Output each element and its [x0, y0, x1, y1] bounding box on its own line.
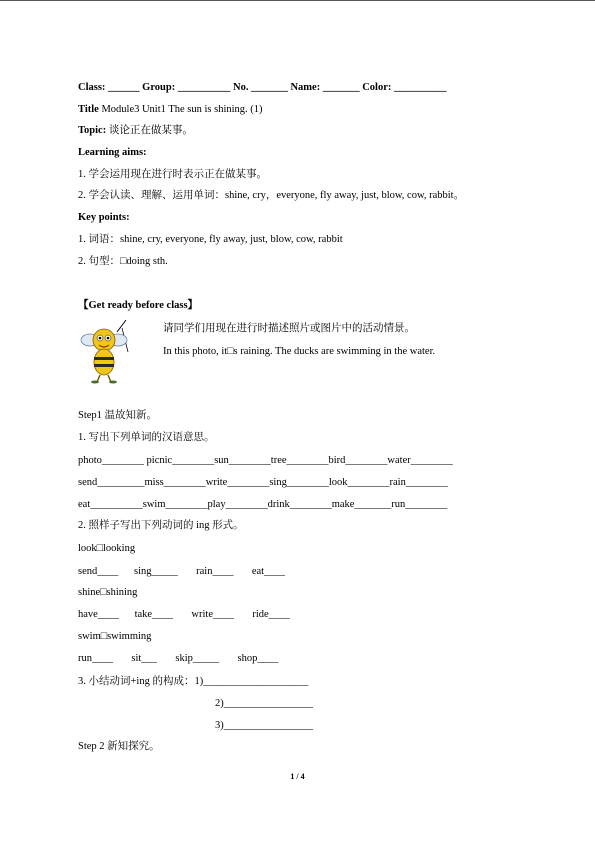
no-blank[interactable]: _______	[251, 82, 288, 93]
topic-text: 谈论正在做某事。	[108, 125, 193, 136]
topic-line	[78, 124, 193, 138]
class-blank[interactable]: ______	[108, 82, 140, 93]
key-point-2: 2. 句型：□doing sth.	[78, 256, 168, 267]
no-label: No.	[233, 82, 249, 93]
student-info-line	[78, 81, 447, 95]
ing-blank-row-3[interactable]: run____ sit___ skip_____ shop____	[78, 653, 279, 664]
class-label: Class:	[78, 82, 106, 93]
summary-blank-2[interactable]: 2)_________________	[215, 698, 313, 709]
word-blank-row-2[interactable]: send_________miss________write________sing________look________rain________	[78, 477, 448, 488]
key-point-1: 1. 词语：shine, cry, everyone, fly away, just, blow, cow, rabbit	[78, 234, 343, 245]
page-number: 1 / 4	[290, 772, 305, 781]
ing-example-3: swim□swimming	[78, 631, 152, 642]
learning-aim-1: 1. 学会运用现在进行时表示正在做某事。	[78, 169, 267, 180]
get-ready-instruction: 请同学们用现在进行时描述照片或图片中的活动情景。	[163, 323, 415, 334]
get-ready-heading: 【Get ready before class】	[78, 300, 199, 311]
color-label: Color:	[362, 82, 392, 93]
name-label: Name:	[290, 82, 321, 93]
header-rule	[0, 0, 595, 1]
title-label: Title	[78, 104, 99, 115]
topic-label: Topic:	[78, 125, 107, 136]
summary-blank-3[interactable]: 3)_________________	[215, 720, 313, 731]
bee-icon	[80, 318, 130, 384]
title-text: Module3 Unit1 The sun is shining. (1)	[101, 104, 263, 115]
word-blank-row-1[interactable]: photo________ picnic________sun________tree________bird________water________	[78, 455, 453, 466]
color-blank[interactable]: __________	[394, 82, 447, 93]
learning-aim-2: 2. 学会认读、理解、运用单词：shine, cry，everyone, fly away, just, blow, cow, rabbit。	[78, 190, 465, 201]
ing-blank-row-1[interactable]: send____ sing_____ rain____ eat____	[78, 566, 286, 577]
word-blank-row-3[interactable]: eat__________swim________play________drink________make_______run________	[78, 499, 448, 510]
step2-heading: Step 2 新知探究。	[78, 741, 160, 752]
learning-aims-heading: Learning aims:	[78, 147, 147, 158]
ing-example-2: shine□shining	[78, 587, 138, 598]
name-blank[interactable]: _______	[322, 82, 360, 93]
get-ready-example: In this photo, it□s raining. The ducks are swimming in the water.	[163, 346, 436, 357]
group-label: Group:	[142, 82, 176, 93]
step1-question-2: 2. 照样子写出下列动词的 ing 形式。	[78, 520, 244, 531]
ing-example-1: look□looking	[78, 543, 136, 554]
step1-question-1: 1. 写出下列单词的汉语意思。	[78, 432, 215, 443]
group-blank[interactable]: __________	[177, 82, 231, 93]
step1-question-3[interactable]: 3. 小结动词+ing 的构成：1)____________________	[78, 676, 309, 687]
title-line	[78, 103, 263, 117]
key-points-heading: Key points:	[78, 212, 130, 223]
step1-heading: Step1 温故知新。	[78, 410, 158, 421]
ing-blank-row-2[interactable]: have____ take____ write____ ride____	[78, 609, 290, 620]
